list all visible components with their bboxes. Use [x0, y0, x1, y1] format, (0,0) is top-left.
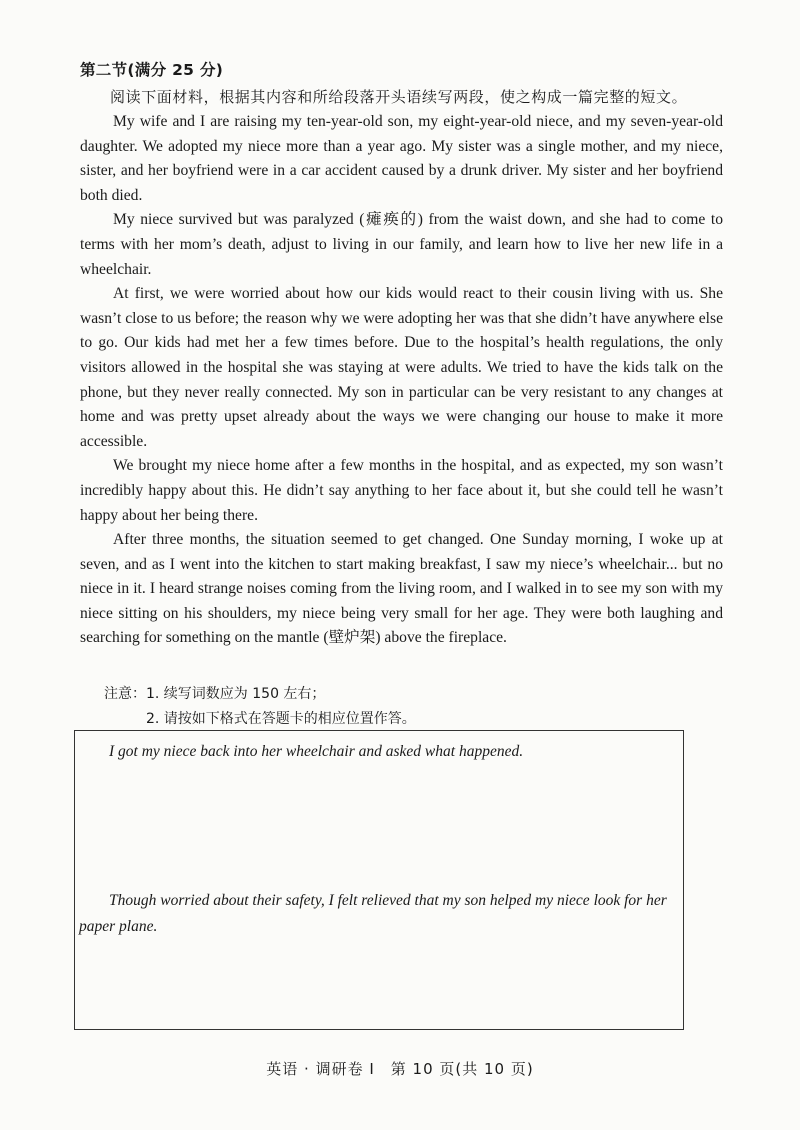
reading-passage — [80, 110, 723, 651]
note-line-2: 2. 请按如下格式在答题卡的相应位置作答。 — [146, 711, 416, 727]
paragraph-opener-1: I got my niece back into her wheelchair and asked what happened. — [109, 743, 524, 760]
section-title: 第二节(满分 25 分) — [80, 61, 224, 79]
passage-paragraph: My wife and I are raising my ten-year-old son, my eight-year-old niece, and my seven-year-old daughter. We adopted my niece more than a year ago. My sister was a single mother, and my niece, sister, and her boyfriend were in a car accident caused by a drunk driver. My sister and her boyfriend both died. — [80, 113, 723, 204]
passage-paragraph: After three months, the situation seemed to get changed. One Sunday morning, I woke up at seven, and as I went into the kitchen to start making breakfast, I saw my niece’s wheelchair... but no niece in it. I heard strange noises coming from the living room, and I walked in to see my son with my niece sitting on his shoulders, my niece being very small for her age. They were both laughing and searching for something on the mantle (壁炉架) above the fireplace. — [80, 531, 723, 647]
passage-paragraph: At first, we were worried about how our kids would react to their cousin living with us. She wasn’t close to us before; the reason why we were adopting her was that she didn’t have anywhere else to go. Our kids had met her a few times before. Due to the hospital’s health regulations, the only visitors allowed in the hospital she was staying at were adults. We tried to have the kids talk on the phone, but they never really connected. My son in particular can be very resistant to any changes at home and was pretty upset already about the ways we were changing our house to make it more accessible. — [80, 285, 723, 450]
paragraph-opener-2: Though worried about their safety, I felt relieved that my son helped my niece look for her paper plane. — [79, 892, 667, 935]
page-footer: 英语 · 调研卷 I 第 10 页(共 10 页) — [266, 1060, 534, 1078]
passage-paragraph: My niece survived but was paralyzed (瘫痪的) from the waist down, and she had to come to terms with her mom’s death, adjust to living in our family, and learn how to live her new life in a wheelchair. — [80, 211, 723, 278]
passage-paragraph: We brought my niece home after a few months in the hospital, and as expected, my son wasn’t incredibly happy about this. He didn’t say anything to her face about it, but she could tell he wasn’t happy about her being there. — [80, 457, 723, 524]
notes — [104, 682, 416, 732]
answer-box — [74, 730, 684, 1030]
instruction-text: 阅读下面材料，根据其内容和所给段落开头语续写两段，使之构成一篇完整的短文。 — [110, 88, 688, 106]
note-line-1: 注意：1. 续写词数应为 150 左右； — [104, 686, 326, 702]
